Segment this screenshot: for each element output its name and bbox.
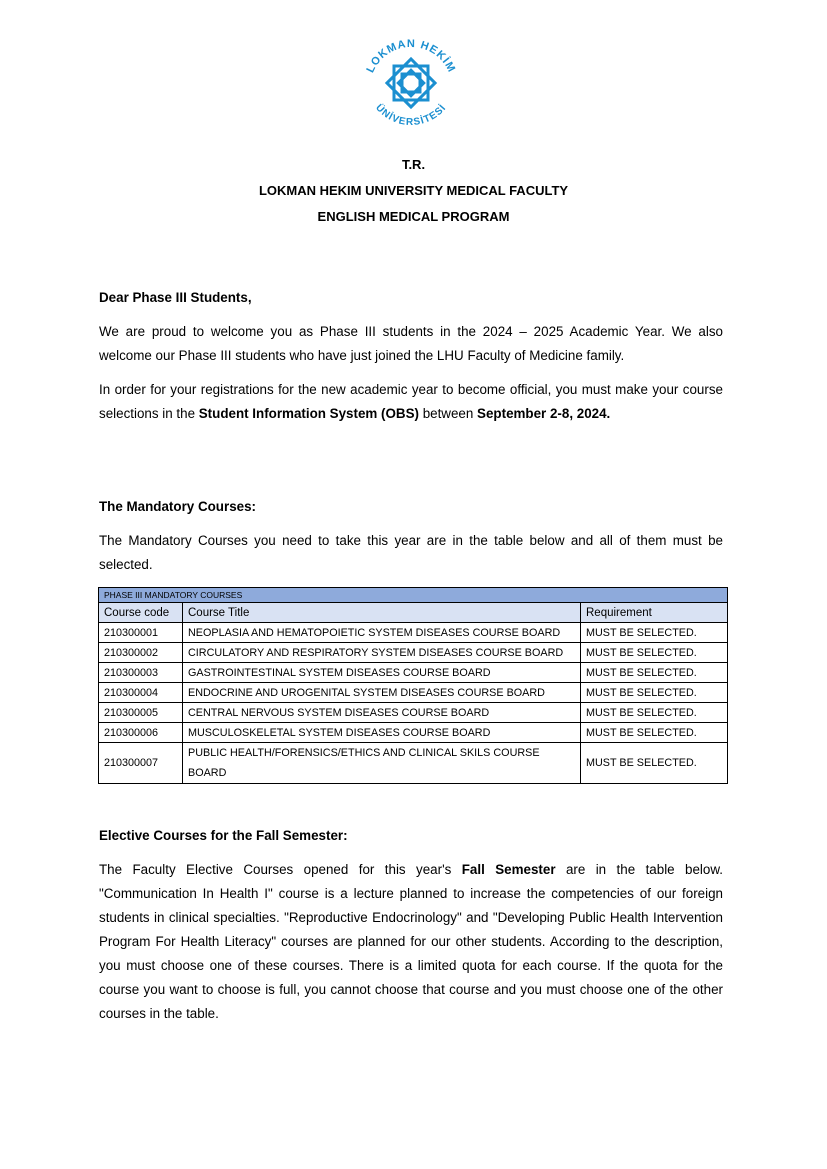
course-title: MUSCULOSKELETAL SYSTEM DISEASES COURSE BOARD (183, 723, 581, 743)
document-header (0, 152, 827, 230)
mandatory-courses-intro: The Mandatory Courses you need to take this year are in the table below and all of them must be selected. (99, 533, 723, 572)
course-requirement: MUST BE SELECTED. (581, 663, 728, 683)
table-row (99, 623, 728, 643)
greeting: Dear Phase III Students, (99, 290, 252, 305)
course-code: 210300006 (99, 723, 183, 743)
course-title: PUBLIC HEALTH/FORENSICS/ETHICS AND CLINICAL SKILS COURSE BOARD (183, 743, 581, 784)
mandatory-courses-heading: The Mandatory Courses: (99, 499, 256, 514)
course-title: CIRCULATORY AND RESPIRATORY SYSTEM DISEASES COURSE BOARD (183, 643, 581, 663)
table-header-row (99, 603, 728, 623)
table-row (99, 683, 728, 703)
obs-system-name: Student Information System (OBS) (198, 406, 419, 421)
course-code: 210300002 (99, 643, 183, 663)
header-line-2: LOKMAN HEKIM UNIVERSITY MEDICAL FACULTY (258, 183, 569, 198)
table-row (99, 703, 728, 723)
course-title: ENDOCRINE AND UROGENITAL SYSTEM DISEASES COURSE BOARD (183, 683, 581, 703)
logo-arc-bottom: ÜNİVERSİTESİ (373, 102, 449, 129)
table-row (99, 743, 728, 784)
table-caption-row (99, 588, 728, 603)
table-caption: PHASE III MANDATORY COURSES (99, 588, 728, 603)
registration-text-1: In order for your registrations for the new academic year to become official, you must make your course selections in the (99, 382, 723, 421)
header-line-3: ENGLISH MEDICAL PROGRAM (317, 209, 510, 224)
course-title: CENTRAL NERVOUS SYSTEM DISEASES COURSE BOARD (183, 703, 581, 723)
course-code: 210300003 (99, 663, 183, 683)
table-row (99, 643, 728, 663)
course-requirement: MUST BE SELECTED. (581, 743, 728, 784)
course-code: 210300007 (99, 743, 183, 784)
course-requirement: MUST BE SELECTED. (581, 643, 728, 663)
column-header-code: Course code (99, 603, 183, 623)
column-header-title: Course Title (183, 603, 581, 623)
course-title: NEOPLASIA AND HEMATOPOIETIC SYSTEM DISEASES COURSE BOARD (183, 623, 581, 643)
logo-arc-top: LOKMAN HEKİM (364, 37, 458, 75)
registration-text-2: between (418, 406, 478, 421)
welcome-paragraph: We are proud to welcome you as Phase III students in the 2024 – 2025 Academic Year. We also welcome our Phase III students who have just joined the LHU Faculty of Medicine family. (99, 324, 723, 363)
course-requirement: MUST BE SELECTED. (581, 683, 728, 703)
university-logo (356, 28, 466, 138)
table-row (99, 723, 728, 743)
course-requirement: MUST BE SELECTED. (581, 703, 728, 723)
registration-paragraph (99, 378, 723, 426)
table-row (99, 663, 728, 683)
registration-dates: September 2-8, 2024. (477, 406, 611, 421)
course-title: GASTROINTESTINAL SYSTEM DISEASES COURSE BOARD (183, 663, 581, 683)
elective-text-1: The Faculty Elective Courses opened for this year's (99, 862, 462, 877)
elective-text-2: are in the table below. "Communication In Health I" course is a lecture planned to increase the competencies of our foreign students in clinical specialties. "Reproductive Endocrinology" and "Developing Public Health Intervention Program For Health Literacy" courses are planned for our other students. According to the description, you must choose one of these courses. There is a limited quota for each course. If the quota for the course you want to choose is full, you cannot choose that course and you must choose one of the other courses in the table. (99, 862, 723, 1021)
mandatory-courses-table (98, 587, 728, 784)
column-header-requirement: Requirement (581, 603, 728, 623)
course-code: 210300004 (99, 683, 183, 703)
header-line-1: T.R. (401, 157, 426, 172)
course-code: 210300005 (99, 703, 183, 723)
fall-semester-label: Fall Semester (461, 862, 556, 877)
elective-courses-heading: Elective Courses for the Fall Semester: (99, 828, 348, 843)
course-requirement: MUST BE SELECTED. (581, 723, 728, 743)
course-code: 210300001 (99, 623, 183, 643)
elective-courses-paragraph (99, 858, 723, 1026)
course-requirement: MUST BE SELECTED. (581, 623, 728, 643)
